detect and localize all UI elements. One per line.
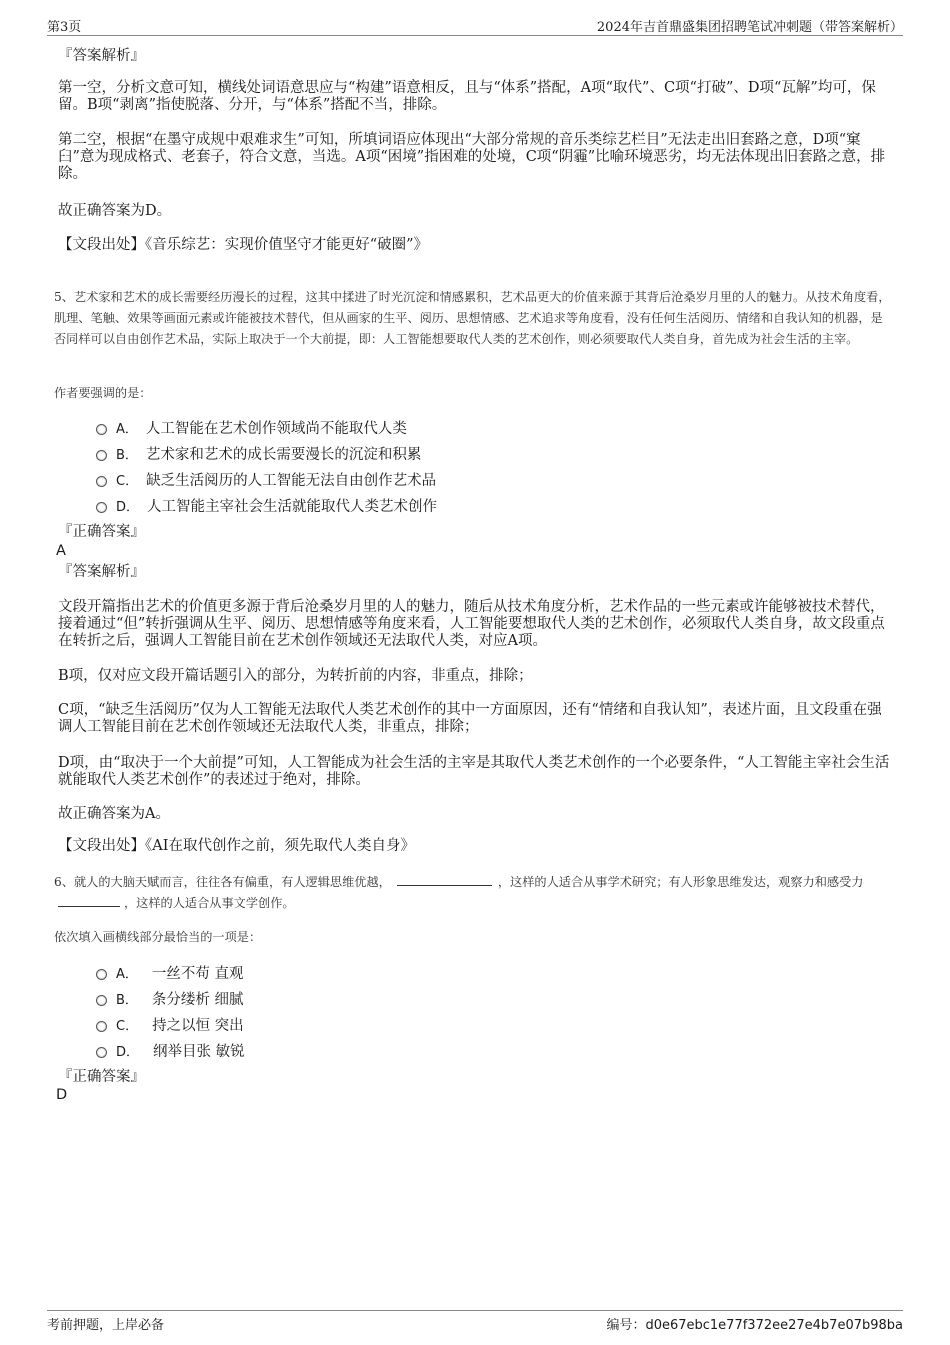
footer-divider [47, 1310, 903, 1311]
document-title: 2024年吉首鼎盛集团招聘笔试冲刺题（带答案解析） [596, 20, 903, 35]
option-key: A． [116, 966, 138, 982]
q5-prompt: 作者要强调的是： [54, 386, 152, 400]
q6-stem [54, 872, 894, 914]
q6-stem-part-3: ，这样的人适合从事文学创作。 [124, 896, 295, 910]
q5-option-d[interactable] [96, 496, 437, 514]
option-text: 艺术家和艺术的成长需要漫长的沉淀和积累 [145, 446, 422, 463]
option-key: C． [116, 1018, 139, 1034]
q6-stem-part-2: ，这样的人适合从事学术研究；有人形象思维发达，观察力和感受力 [497, 875, 864, 889]
fill-blank-2 [58, 894, 120, 907]
radio-icon[interactable] [96, 1021, 107, 1032]
q5-option-a[interactable] [96, 418, 407, 436]
option-text: 纲举目张 敏锐 [153, 1043, 245, 1060]
option-key: C． [116, 473, 139, 489]
option-text: 一丝不苟 直观 [151, 965, 244, 982]
q6-option-b[interactable] [96, 989, 244, 1007]
footer-slogan: 考前押题，上岸必备 [47, 1318, 165, 1333]
option-text: 人工智能主宰社会生活就能取代人类艺术创作 [147, 498, 438, 515]
page-number: 第3页 [47, 20, 82, 35]
q6-option-c[interactable] [96, 1015, 244, 1033]
option-text: 缺乏生活阅历的人工智能无法自由创作艺术品 [146, 472, 437, 489]
document-id: 编号：d0e67ebc1e77f372ee27e4b7e07b98ba [606, 1318, 903, 1333]
q6-option-a[interactable] [96, 963, 244, 981]
radio-icon[interactable] [96, 502, 107, 513]
option-text: 持之以恒 突出 [152, 1017, 244, 1034]
q6-correct-answer: D [56, 1087, 68, 1103]
header-divider [47, 35, 903, 36]
radio-icon[interactable] [96, 476, 107, 487]
q4-analysis-label: 『答案解析』 [58, 48, 145, 64]
option-key: D． [116, 499, 140, 515]
option-key: A． [116, 421, 138, 437]
q4-analysis-paragraph-2: 第二空，根据“在墨守成规中艰难求生”可知，所填词语应体现出“大部分常规的音乐类综艺栏目”无法走出旧套路之意，D项“窠臼”意为现成格式、老套子，符合文意，当选。A项“困境”指困难的处境，C项“阴霾”比喻环境恶劣，均无法体现出旧套路之意，排除。 [58, 132, 886, 182]
q4-analysis-paragraph-1: 第一空，分析文意可知，横线处词语意思应与“构建”语意相反，且与“体系”搭配，A项“取代”、C项“打破”、D项“瓦解”均可，保留。B项“剥离”指使脱落、分开，与“体系”搭配不当，排除。 [58, 80, 876, 113]
radio-icon[interactable] [96, 995, 107, 1006]
q6-prompt: 依次填入画横线部分最恰当的一项是： [54, 930, 262, 944]
q5-correct-answer: A [56, 543, 66, 559]
q5-correct-label: 『正确答案』 [58, 524, 145, 540]
q5-analysis-paragraph-3: C项，“缺乏生活阅历”仅为人工智能无法取代人类艺术创作的其中一方面原因，还有“情绪和自我认知”，表述片面，且文段重在强调人工智能目前在艺术创作领域还无法取代人类，非重点，排除； [58, 702, 882, 735]
option-key: D． [116, 1044, 140, 1060]
q5-source: 【文段出处】《AI在取代创作之前，须先取代人类自身》 [58, 838, 415, 854]
q5-analysis-label: 『答案解析』 [58, 564, 145, 580]
option-text: 人工智能在艺术创作领域尚不能取代人类 [145, 420, 407, 437]
q6-correct-label: 『正确答案』 [58, 1069, 145, 1085]
option-text: 条分缕析 细腻 [151, 991, 244, 1008]
q4-source: 【文段出处】《音乐综艺：实现价值坚守才能更好“破圈”》 [58, 237, 429, 253]
radio-icon[interactable] [96, 450, 107, 461]
q5-option-c[interactable] [96, 470, 436, 488]
q5-stem: 5、艺术家和艺术的成长需要经历漫长的过程，这其中揉进了时光沉淀和情感累积，艺术品更大的价值来源于其背后沧桑岁月里的人的魅力。从技术角度看，肌理、笔触、效果等画面元素或许能被技术替代，但从画家的生平、阅历、思想情感、艺术追求等角度看，没有任何生活阅历、情绪和自我认知的机器，是否同样可以自由创作艺术品，实际上取决于一个大前提，即：人工智能想要取代人类的艺术创作，则必须要取代人类自身，首先成为社会生活的主宰。 [54, 290, 891, 346]
q5-analysis-paragraph-1: 文段开篇指出艺术的价值更多源于背后沧桑岁月里的人的魅力，随后从技术角度分析，艺术作品的一些元素或许能够被技术替代，接着通过“但”转折强调从生平、阅历、思想情感等角度来看，人工智能要想取代人类的艺术创作，必须取代人类自身，故文段重点在转折之后，强调人工智能目前在艺术创作领域还无法取代人类，对应A项。 [58, 599, 885, 649]
q5-analysis-paragraph-4: D项，由“取决于一个大前提”可知，人工智能成为社会生活的主宰是其取代人类艺术创作的一个必要条件，“人工智能主宰社会生活就能取代人类艺术创作”的表述过于绝对，排除。 [58, 755, 890, 788]
option-key: B． [116, 447, 138, 463]
radio-icon[interactable] [96, 1047, 107, 1058]
option-key: B． [116, 992, 138, 1008]
q6-stem-part-1: 6、就人的大脑天赋而言，往往各有偏重，有人逻辑思维优越， [54, 875, 391, 889]
fill-blank-1 [397, 873, 492, 886]
radio-icon[interactable] [96, 424, 107, 435]
q5-option-b[interactable] [96, 444, 421, 462]
q6-option-d[interactable] [96, 1041, 245, 1059]
q5-analysis-paragraph-2: B项，仅对应文段开篇话题引入的部分，为转折前的内容，非重点，排除； [58, 668, 533, 684]
radio-icon[interactable] [96, 969, 107, 980]
q5-conclusion: 故正确答案为A。 [58, 806, 170, 822]
q4-conclusion: 故正确答案为D。 [58, 203, 172, 219]
